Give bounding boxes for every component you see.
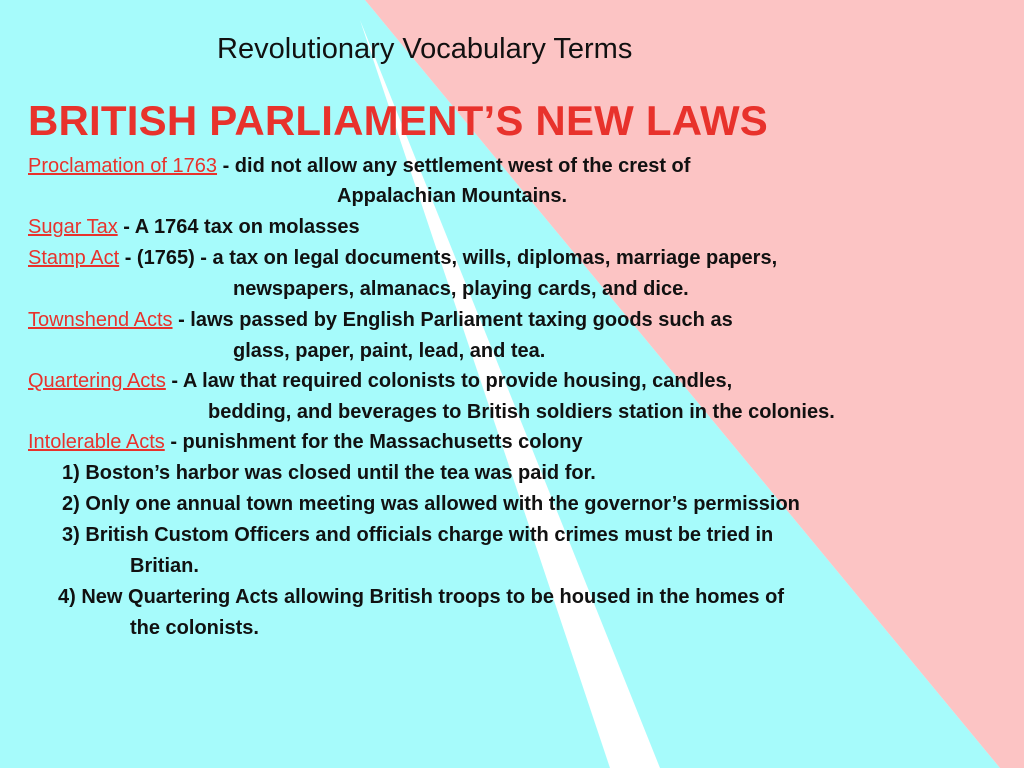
- definition-sugar-tax: - A 1764 tax on molasses: [123, 216, 360, 238]
- entry-intolerable-acts: [28, 430, 583, 454]
- definition-stamp-act: - (1765) - a tax on legal documents, wills, diplomas, marriage papers,: [124, 247, 778, 269]
- entry-proclamation: [28, 154, 690, 178]
- term-quartering-acts-link[interactable]: Quartering Acts: [28, 370, 166, 392]
- slide-title: Revolutionary Vocabulary Terms: [217, 33, 633, 65]
- entry-townshend-acts: [28, 308, 733, 332]
- intolerable-point-4-continued: the colonists.: [130, 617, 259, 639]
- term-proclamation-link[interactable]: Proclamation of 1763: [28, 155, 218, 177]
- definition-intolerable-acts: - punishment for the Massachusetts colony: [170, 431, 583, 453]
- intolerable-point-2: 2) Only one annual town meeting was allowed with the governor’s permission: [62, 493, 800, 515]
- entry-stamp-act: [28, 246, 777, 270]
- entry-quartering-acts: [28, 369, 732, 393]
- term-sugar-tax-link[interactable]: Sugar Tax: [28, 216, 118, 238]
- intolerable-point-3-continued: Britian.: [130, 555, 199, 577]
- term-townshend-acts-link[interactable]: Townshend Acts: [28, 309, 173, 331]
- intolerable-point-1: 1) Boston’s harbor was closed until the tea was paid for.: [62, 462, 596, 484]
- section-heading: BRITISH PARLIAMENT’S NEW LAWS: [28, 97, 769, 144]
- term-intolerable-acts-link[interactable]: Intolerable Acts: [28, 431, 165, 453]
- definition-quartering-acts-continued: bedding, and beverages to British soldiers station in the colonies.: [208, 401, 835, 423]
- definition-stamp-act-continued: newspapers, almanacs, playing cards, and dice.: [233, 278, 689, 300]
- definition-townshend-acts-continued: glass, paper, paint, lead, and tea.: [233, 340, 546, 362]
- intolerable-point-3: 3) British Custom Officers and officials charge with crimes must be tried in: [62, 524, 774, 546]
- definition-proclamation-continued: Appalachian Mountains.: [337, 185, 568, 207]
- term-stamp-act-link[interactable]: Stamp Act: [28, 247, 120, 269]
- intolerable-point-4: 4) New Quartering Acts allowing British troops to be housed in the homes of: [58, 586, 784, 608]
- definition-townshend-acts: - laws passed by English Parliament taxing goods such as: [178, 309, 733, 331]
- entry-sugar-tax: [28, 215, 360, 239]
- definition-quartering-acts: - A law that required colonists to provide housing, candles,: [171, 370, 733, 392]
- definition-proclamation: - did not allow any settlement west of the crest of: [222, 155, 691, 177]
